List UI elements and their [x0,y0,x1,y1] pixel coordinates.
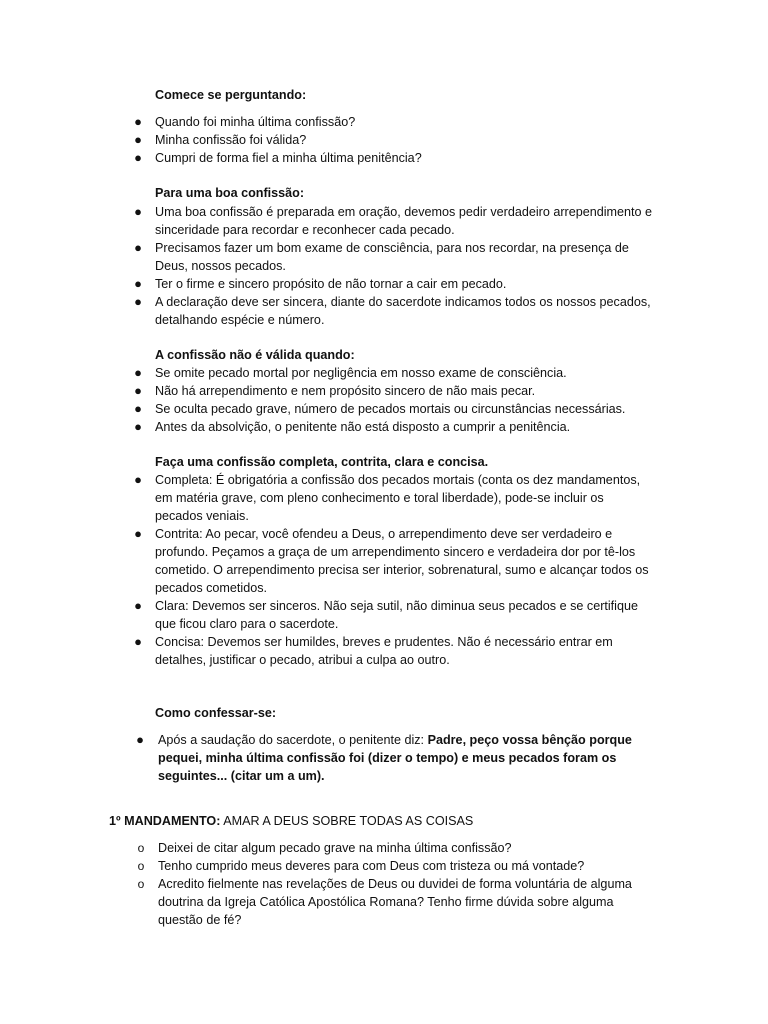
bullet-icon: ● [134,294,142,309]
commandment-title: AMAR A DEUS SOBRE TODAS AS COISAS [220,814,474,828]
good-confession-list [0,203,768,329]
list-item: ● A declaração deve ser sincera, diante do sacerdote indicamos todos os nossos pecados, detalhando espécie e número. [134,294,651,327]
circle-bullet-icon: o [137,841,145,855]
list-item: ● Completa: É obrigatória a confissão dos pecados mortais (conta os dez mandamentos, em matéria grave, com pleno conhecimento e toral liberdade), pode-se incluir os pecados veniais. [134,472,641,523]
complete-heading: Faça uma confissão completa, contrita, clara e concisa. [155,455,489,469]
list-item: ● Não há arrependimento e nem propósito sincero de não mais pecar. [134,383,536,398]
bullet-icon: ● [136,732,144,747]
good-confession-heading: Para uma boa confissão: [155,186,305,200]
bullet-icon: ● [134,132,142,147]
list-item: ● Contrita: Ao pecar, você ofendeu a Deus, o arrependimento deve ser verdadeiro e profundo. Peçamos a graça de um arrependimento sincero e verdadeira dor por tê-los cometido. O arrependimento precisa ser interior, sobrenatural, sumo e alcançar todos os pecados cometidos. [134,526,649,595]
list-item: ● Clara: Devemos ser sinceros. Não seja sutil, não diminua seus pecados e se certifique que ficou claro para o sacerdote. [134,598,638,631]
list-item: ● Se oculta pecado grave, número de pecados mortais ou circunstâncias necessárias. [134,401,626,416]
list-item: ● Cumpri de forma fiel a minha última penitência? [134,150,422,165]
list-item: ● Precisamos fazer um bom exame de consciência, para nos recordar, na presença de Deus, nossos pecados. [134,240,629,273]
list-item: o Deixei de citar algum pecado grave na minha última confissão? [137,841,512,855]
list-item: ● Uma boa confissão é preparada em oração, devemos pedir verdadeiro arrependimento e sinceridade para recordar e reconhecer cada pecado. [134,204,653,237]
bullet-icon: ● [134,114,142,129]
invalid-list [0,364,768,436]
intro-heading: Comece se perguntando: [155,88,307,102]
bullet-icon: ● [134,598,142,613]
complete-list [0,471,768,669]
bullet-icon: ● [134,383,142,398]
bullet-icon: ● [134,204,142,219]
bullet-icon: ● [134,419,142,434]
bullet-icon: ● [134,150,142,165]
list-item: o Tenho cumprido meus deveres para com Deus com tristeza ou má vontade? [137,859,585,873]
list-item: ● Ter o firme e sincero propósito de não tornar a cair em pecado. [134,276,507,291]
how-to-list [0,731,768,785]
list-item: ● Se omite pecado mortal por negligência em nosso exame de consciência. [134,365,567,380]
bullet-icon: ● [134,472,142,487]
bullet-icon: ● [134,401,142,416]
list-item: ● Minha confissão foi válida? [134,132,307,147]
list-item: ● Antes da absolvição, o penitente não está disposto a cumprir a penitência. [134,419,571,434]
intro-list [0,113,768,167]
commandment-heading [109,812,473,830]
bullet-icon: ● [134,526,142,541]
invalid-heading: A confissão não é válida quando: [155,348,355,362]
commandment-number: 1º MANDAMENTO: [109,814,221,828]
how-to-heading: Como confessar-se: [155,706,277,720]
circle-bullet-icon: o [137,877,145,891]
list-item: ● Quando foi minha última confissão? [134,114,356,129]
bullet-icon: ● [134,365,142,380]
bullet-icon: ● [134,240,142,255]
list-item: o Acredito fielmente nas revelações de Deus ou duvidei de forma voluntária de alguma doutrina da Igreja Católica Apostólica Romana? Tenho firme dúvida sobre alguma questão de fé? [137,877,632,927]
list-item: ● Após a saudação do sacerdote, o penitente diz: Padre, peço vossa bênção porque pequei, minha última confissão foi (dizer o tempo) e meus pecados foram os seguintes... (citar um a um). [136,732,632,783]
list-item: ● Concisa: Devemos ser humildes, breves e prudentes. Não é necessário entrar em detalhes, justificar o pecado, atribui a culpa ao outro. [134,634,613,667]
commandment-questions [0,839,768,929]
circle-bullet-icon: o [137,859,145,873]
bullet-icon: ● [134,276,142,291]
bullet-icon: ● [134,634,142,649]
